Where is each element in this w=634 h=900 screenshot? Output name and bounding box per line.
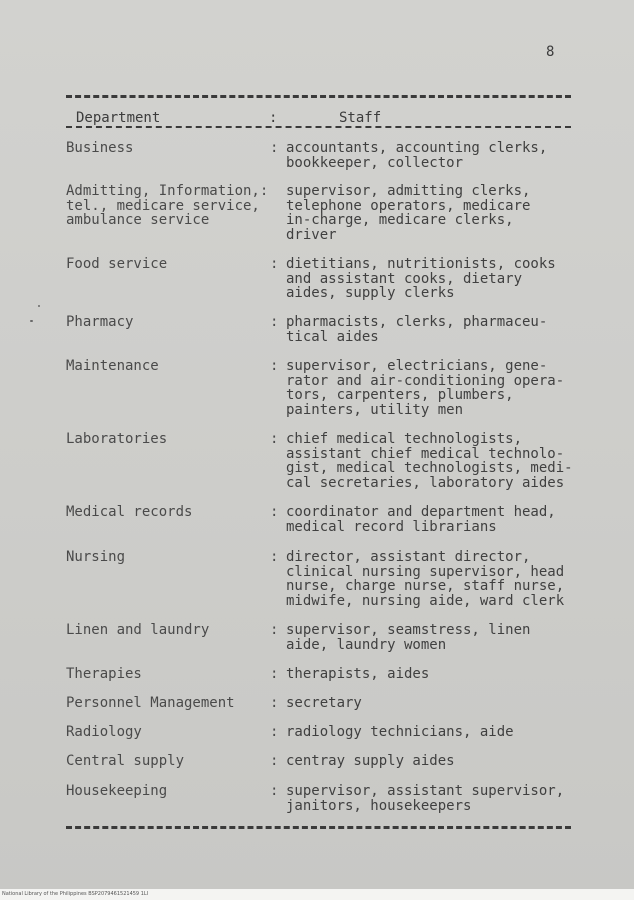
staff-cell: radiology technicians, aide [286,724,514,740]
row-colon: : [270,256,279,272]
staff-cell: coordinator and department head, medical record librarians [286,504,556,535]
staff-cell: supervisor, electricians, gene- rator and air-conditioning opera- tors, carpenters, plumbers, painters, utility men [286,358,565,418]
header-colon: : [269,110,278,126]
department-cell: Food service [66,256,168,272]
row-colon: : [270,695,279,711]
row-colon: : [270,783,279,799]
staff-cell: centray supply aides [286,753,455,769]
staff-cell: chief medical technologists, assistant chief medical technolo- gist, medical technologists, medi- cal secretaries, laboratory aides [286,431,573,491]
row-colon: : [270,431,279,447]
staff-cell: secretary [286,695,362,711]
staff-cell: supervisor, assistant supervisor, janitors, housekeepers [286,783,565,814]
staff-cell: accountants, accounting clerks, bookkeeper, collector [286,140,548,171]
department-cell: Business [66,140,134,156]
scan-speck [30,320,33,322]
department-cell: Personnel Management [66,695,235,711]
row-colon: : [270,666,279,682]
department-cell: Radiology [66,724,142,740]
row-colon: : [270,622,279,638]
row-colon: : [270,140,279,156]
header-underline [66,126,571,128]
department-cell: Admitting, Information,: tel., medicare service, ambulance service [66,183,269,229]
department-cell: Housekeeping [66,783,168,799]
bottom-rule [66,826,571,829]
row-colon: : [270,504,279,520]
department-cell: Laboratories [66,431,168,447]
staff-cell: dietitians, nutritionists, cooks and assistant cooks, dietary aides, supply clerks [286,256,556,302]
department-cell: Pharmacy [66,314,134,330]
row-colon: : [270,314,279,330]
row-colon: : [270,753,279,769]
staff-cell: pharmacists, clerks, pharmaceu- tical aides [286,314,548,345]
department-cell: Central supply [66,753,185,769]
department-cell: Medical records [66,504,193,520]
row-colon: : [270,724,279,740]
row-colon: : [270,358,279,374]
staff-cell: supervisor, admitting clerks, telephone operators, medicare in-charge, medicare clerks, driver [286,183,531,243]
staff-cell: supervisor, seamstress, linen aide, laundry women [286,622,531,653]
staff-cell: director, assistant director, clinical nursing supervisor, head nurse, charge nurse, staff nurse, midwife, nursing aide, ward clerk [286,549,565,609]
department-cell: Maintenance [66,358,159,374]
header-department: Department [76,110,161,126]
department-cell: Linen and laundry [66,622,210,638]
scan-speck [38,305,40,307]
header-staff: Staff [339,110,382,126]
scan-footer: National Library of the Philippines BSP2079461521459 1LI [0,889,634,900]
top-rule [66,95,571,98]
page-number: 8 [546,44,555,60]
department-cell: Therapies [66,666,142,682]
row-colon: : [270,549,279,565]
staff-cell: therapists, aides [286,666,430,682]
department-cell: Nursing [66,549,126,565]
